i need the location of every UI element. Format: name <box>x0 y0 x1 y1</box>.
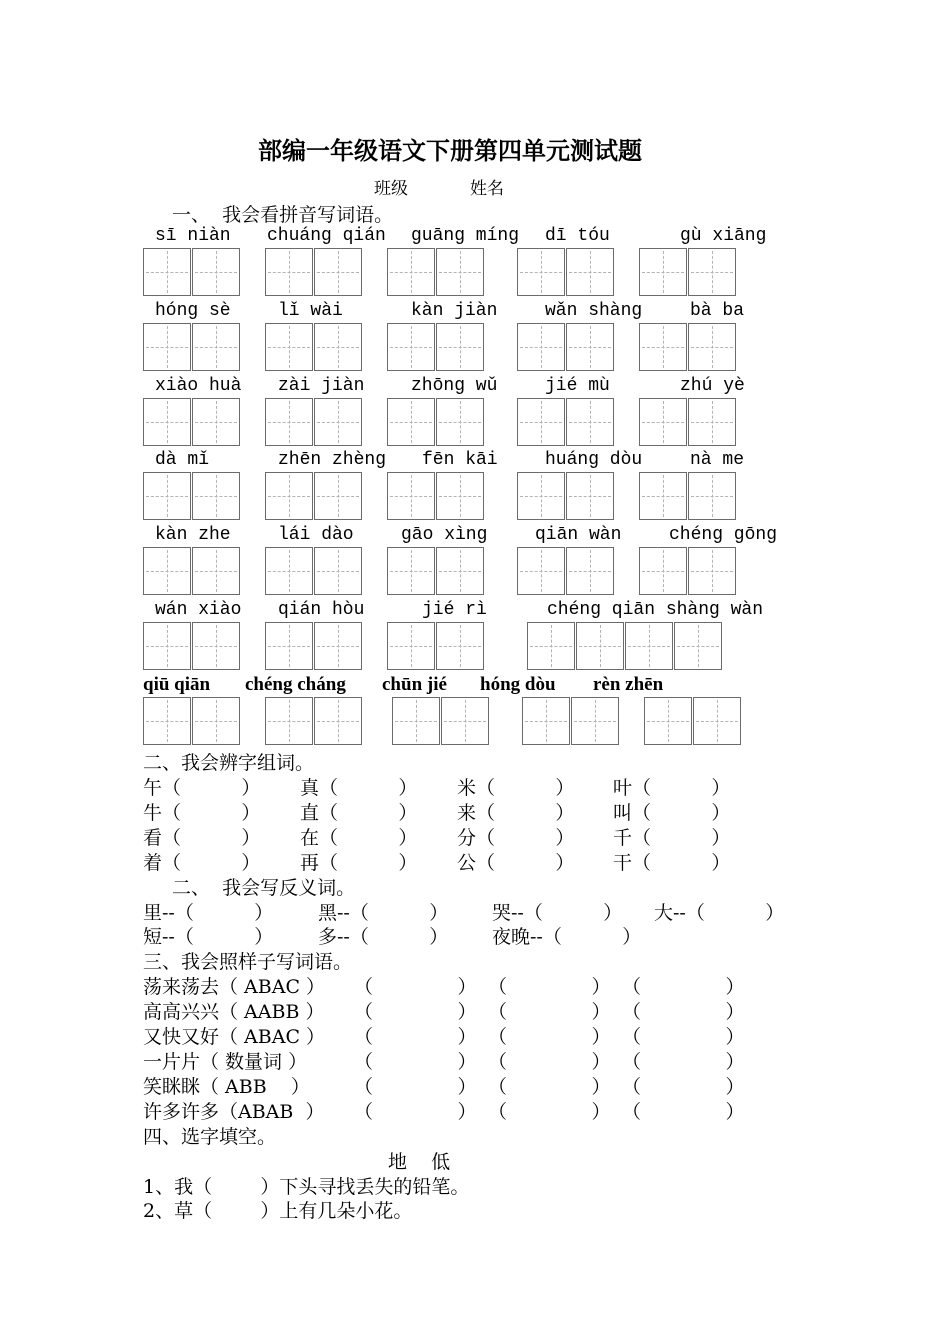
char-cell[interactable] <box>436 398 484 446</box>
char-cell[interactable] <box>143 323 191 371</box>
word-blank[interactable]: 干（ ） <box>613 852 731 874</box>
section3-title: 二、 我会写反义词。 <box>172 877 356 899</box>
char-cell[interactable] <box>265 697 313 745</box>
char-cell[interactable] <box>143 248 191 296</box>
writing-grid[interactable] <box>639 547 737 595</box>
pattern-example: 荡来荡去（ ABAC ） <box>143 976 326 998</box>
char-cell[interactable] <box>314 697 362 745</box>
char-cell[interactable] <box>688 398 736 446</box>
writing-grid[interactable] <box>639 398 737 446</box>
char-cell[interactable] <box>387 323 435 371</box>
pinyin: guāng míng <box>411 226 520 246</box>
pattern-example: 笑眯眯（ ABB ） <box>143 1076 310 1098</box>
pinyin: xiào huà <box>155 376 242 396</box>
antonym-blank[interactable]: 哭--（ ） <box>492 902 623 924</box>
writing-grid[interactable] <box>517 472 615 520</box>
pinyin: dà mǐ <box>155 450 210 470</box>
writing-grid[interactable] <box>387 398 485 446</box>
char-cell[interactable] <box>192 622 240 670</box>
writing-grid[interactable] <box>387 622 485 670</box>
pinyin: rèn zhēn <box>593 674 664 695</box>
char-cell[interactable] <box>688 323 736 371</box>
char-cell[interactable] <box>192 547 240 595</box>
pattern-blank[interactable]: （ ） <box>488 1076 611 1098</box>
word-blank[interactable]: 看（ ） <box>143 827 261 849</box>
char-cell[interactable] <box>566 547 614 595</box>
writing-grid[interactable] <box>639 472 737 520</box>
pinyin: chuáng qián <box>267 226 386 246</box>
pattern-blank[interactable]: （ ） <box>488 1051 611 1073</box>
char-cell[interactable] <box>265 248 313 296</box>
pinyin: wán xiào <box>155 600 242 620</box>
word-blank[interactable]: 分（ ） <box>457 827 575 849</box>
char-cell[interactable] <box>143 547 191 595</box>
char-cell[interactable] <box>265 622 313 670</box>
pattern-blank[interactable]: （ ） <box>488 1026 611 1048</box>
char-cell[interactable] <box>639 248 687 296</box>
pattern-example: 高高兴兴（ AABB ） <box>143 1001 325 1023</box>
word-blank[interactable]: 公（ ） <box>457 852 575 874</box>
word-blank[interactable]: 午（ ） <box>143 777 261 799</box>
char-cell[interactable] <box>314 248 362 296</box>
antonym-blank[interactable]: 黑--（ ） <box>318 902 449 924</box>
word-blank[interactable]: 来（ ） <box>457 802 575 824</box>
pinyin: fēn kāi <box>422 450 498 470</box>
class-label: 班级 <box>374 179 408 199</box>
word-blank[interactable]: 米（ ） <box>457 777 575 799</box>
char-cell[interactable] <box>436 547 484 595</box>
pinyin: hóng sè <box>155 301 231 321</box>
writing-grid[interactable] <box>265 697 363 745</box>
name-label: 姓名 <box>470 179 504 199</box>
char-cell[interactable] <box>436 323 484 371</box>
char-cell[interactable] <box>571 697 619 745</box>
pattern-blank[interactable]: （ ） <box>354 976 477 998</box>
section2-title: 二、我会辨字组词。 <box>143 752 315 774</box>
pattern-blank[interactable]: （ ） <box>622 1101 745 1123</box>
char-cell[interactable] <box>387 248 435 296</box>
char-cell[interactable] <box>688 472 736 520</box>
char-cell[interactable] <box>143 622 191 670</box>
char-cell[interactable] <box>192 472 240 520</box>
pinyin: kàn zhe <box>155 525 231 545</box>
char-cell[interactable] <box>639 472 687 520</box>
pinyin: qiān wàn <box>535 525 622 545</box>
writing-grid[interactable] <box>527 622 723 670</box>
char-cell[interactable] <box>387 472 435 520</box>
pinyin: zài jiàn <box>278 376 365 396</box>
pinyin: zhú yè <box>680 376 745 396</box>
pinyin: hóng dòu <box>480 674 556 695</box>
word-blank[interactable]: 直（ ） <box>300 802 418 824</box>
pinyin: qiū qiān <box>143 674 211 695</box>
writing-grid[interactable] <box>387 472 485 520</box>
fill-sentence[interactable]: 2、草（ ）上有几朵小花。 <box>143 1200 413 1222</box>
section1-title: 一、 我会看拼音写词语。 <box>172 204 394 226</box>
pattern-example: 又快又好（ ABAC ） <box>143 1026 326 1048</box>
pattern-blank[interactable]: （ ） <box>488 976 611 998</box>
char-cell[interactable] <box>441 697 489 745</box>
char-cell[interactable] <box>639 547 687 595</box>
pattern-blank[interactable]: （ ） <box>354 1001 477 1023</box>
char-cell[interactable] <box>143 472 191 520</box>
char-cell[interactable] <box>265 398 313 446</box>
char-cell[interactable] <box>265 547 313 595</box>
writing-grid[interactable] <box>517 323 615 371</box>
pinyin: jié rì <box>422 600 487 620</box>
char-cell[interactable] <box>517 323 565 371</box>
pinyin: chéng gōng <box>669 525 778 545</box>
pinyin: jié mù <box>545 376 610 396</box>
char-cell[interactable] <box>688 547 736 595</box>
word-blank[interactable]: 叫（ ） <box>613 802 731 824</box>
char-cell[interactable] <box>314 323 362 371</box>
writing-grid[interactable] <box>143 323 241 371</box>
char-cell[interactable] <box>693 697 741 745</box>
writing-grid[interactable] <box>522 697 620 745</box>
section4-title: 三、我会照样子写词语。 <box>143 951 353 973</box>
word-blank[interactable]: 再（ ） <box>300 852 418 874</box>
writing-grid[interactable] <box>143 547 241 595</box>
char-cell[interactable] <box>527 622 575 670</box>
pattern-blank[interactable]: （ ） <box>354 1076 477 1098</box>
writing-grid[interactable] <box>387 323 485 371</box>
fill-sentence[interactable]: 1、我（ ）下头寻找丢失的铅笔。 <box>143 1176 470 1198</box>
char-cell[interactable] <box>192 697 240 745</box>
writing-grid[interactable] <box>143 622 241 670</box>
pattern-example: 一片片（ 数量词 ） <box>143 1051 308 1073</box>
word-blank[interactable]: 着（ ） <box>143 852 261 874</box>
pinyin: zhōng wǔ <box>411 376 498 396</box>
char-cell[interactable] <box>192 248 240 296</box>
char-cell[interactable] <box>387 622 435 670</box>
writing-grid[interactable] <box>143 697 241 745</box>
char-cell[interactable] <box>143 398 191 446</box>
char-cell[interactable] <box>674 622 722 670</box>
antonym-blank[interactable]: 里--（ ） <box>143 902 274 924</box>
pattern-blank[interactable]: （ ） <box>354 1101 477 1123</box>
writing-grid[interactable] <box>392 697 490 745</box>
section5-title: 四、选字填空。 <box>143 1126 277 1148</box>
pattern-example: 许多许多（ABAB ） <box>143 1101 325 1123</box>
char-cell[interactable] <box>265 472 313 520</box>
char-cell[interactable] <box>517 547 565 595</box>
char-cell[interactable] <box>517 472 565 520</box>
char-cell[interactable] <box>387 547 435 595</box>
writing-grid[interactable] <box>265 622 363 670</box>
writing-grid[interactable] <box>143 472 241 520</box>
word-blank[interactable]: 真（ ） <box>300 777 418 799</box>
char-cell[interactable] <box>314 472 362 520</box>
writing-grid[interactable] <box>265 248 363 296</box>
pinyin: zhēn zhèng <box>278 450 387 470</box>
char-cell[interactable] <box>314 547 362 595</box>
writing-grid[interactable] <box>639 323 737 371</box>
pattern-blank[interactable]: （ ） <box>488 1001 611 1023</box>
pinyin: chūn jié <box>382 674 447 695</box>
char-cell[interactable] <box>517 398 565 446</box>
char-cell[interactable] <box>192 323 240 371</box>
pinyin: gù xiāng <box>680 226 767 246</box>
writing-grid[interactable] <box>143 248 241 296</box>
pinyin: nà me <box>690 450 745 470</box>
pinyin: qián hòu <box>278 600 365 620</box>
pinyin: gāo xìng <box>401 525 488 545</box>
char-cell[interactable] <box>644 697 692 745</box>
char-cell[interactable] <box>314 622 362 670</box>
choice-characters: 地 低 <box>388 1151 451 1173</box>
pinyin: kàn jiàn <box>411 301 498 321</box>
char-cell[interactable] <box>522 697 570 745</box>
writing-grid[interactable] <box>517 398 615 446</box>
char-cell[interactable] <box>566 472 614 520</box>
char-cell[interactable] <box>625 622 673 670</box>
pinyin: chéng cháng <box>245 674 346 695</box>
word-blank[interactable]: 叶（ ） <box>613 777 731 799</box>
pinyin: sī niàn <box>155 226 231 246</box>
pattern-blank[interactable]: （ ） <box>622 1076 745 1098</box>
char-cell[interactable] <box>436 622 484 670</box>
char-cell[interactable] <box>517 248 565 296</box>
char-cell[interactable] <box>639 323 687 371</box>
char-cell[interactable] <box>436 472 484 520</box>
writing-grid[interactable] <box>143 398 241 446</box>
char-cell[interactable] <box>688 248 736 296</box>
pinyin: dī tóu <box>545 226 610 246</box>
antonym-blank[interactable]: 短--（ ） <box>143 926 274 948</box>
page-title: 部编一年级语文下册第四单元测试题 <box>258 137 642 165</box>
char-cell[interactable] <box>192 398 240 446</box>
char-cell[interactable] <box>566 248 614 296</box>
pinyin: lǐ wài <box>278 301 343 321</box>
char-cell[interactable] <box>387 398 435 446</box>
char-cell[interactable] <box>639 398 687 446</box>
pattern-blank[interactable]: （ ） <box>622 976 745 998</box>
pattern-blank[interactable]: （ ） <box>622 1026 745 1048</box>
antonym-blank[interactable]: 多--（ ） <box>318 926 449 948</box>
pattern-blank[interactable]: （ ） <box>354 1051 477 1073</box>
writing-grid[interactable] <box>387 248 485 296</box>
pattern-blank[interactable]: （ ） <box>488 1101 611 1123</box>
writing-grid[interactable] <box>265 323 363 371</box>
word-blank[interactable]: 牛（ ） <box>143 802 261 824</box>
pinyin: chéng qiān shàng wàn <box>547 600 764 620</box>
writing-grid[interactable] <box>517 547 615 595</box>
word-blank[interactable]: 在（ ） <box>300 827 418 849</box>
word-blank[interactable]: 千（ ） <box>613 827 731 849</box>
char-cell[interactable] <box>576 622 624 670</box>
char-cell[interactable] <box>566 398 614 446</box>
writing-grid[interactable] <box>265 398 363 446</box>
char-cell[interactable] <box>265 323 313 371</box>
writing-grid[interactable] <box>517 248 615 296</box>
char-cell[interactable] <box>392 697 440 745</box>
writing-grid[interactable] <box>387 547 485 595</box>
antonym-blank[interactable]: 大--（ ） <box>654 902 785 924</box>
antonym-blank[interactable]: 夜晚--（ ） <box>492 926 642 948</box>
pattern-blank[interactable]: （ ） <box>354 1026 477 1048</box>
char-cell[interactable] <box>143 697 191 745</box>
char-cell[interactable] <box>566 323 614 371</box>
pinyin: huáng dòu <box>545 450 643 470</box>
pattern-blank[interactable]: （ ） <box>622 1001 745 1023</box>
writing-grid[interactable] <box>265 547 363 595</box>
pinyin: bà ba <box>690 301 745 321</box>
writing-grid[interactable] <box>265 472 363 520</box>
writing-grid[interactable] <box>644 697 742 745</box>
pinyin: lái dào <box>278 525 354 545</box>
pattern-blank[interactable]: （ ） <box>622 1051 745 1073</box>
writing-grid[interactable] <box>639 248 737 296</box>
char-cell[interactable] <box>436 248 484 296</box>
pinyin: wǎn shàng <box>545 301 643 321</box>
char-cell[interactable] <box>314 398 362 446</box>
